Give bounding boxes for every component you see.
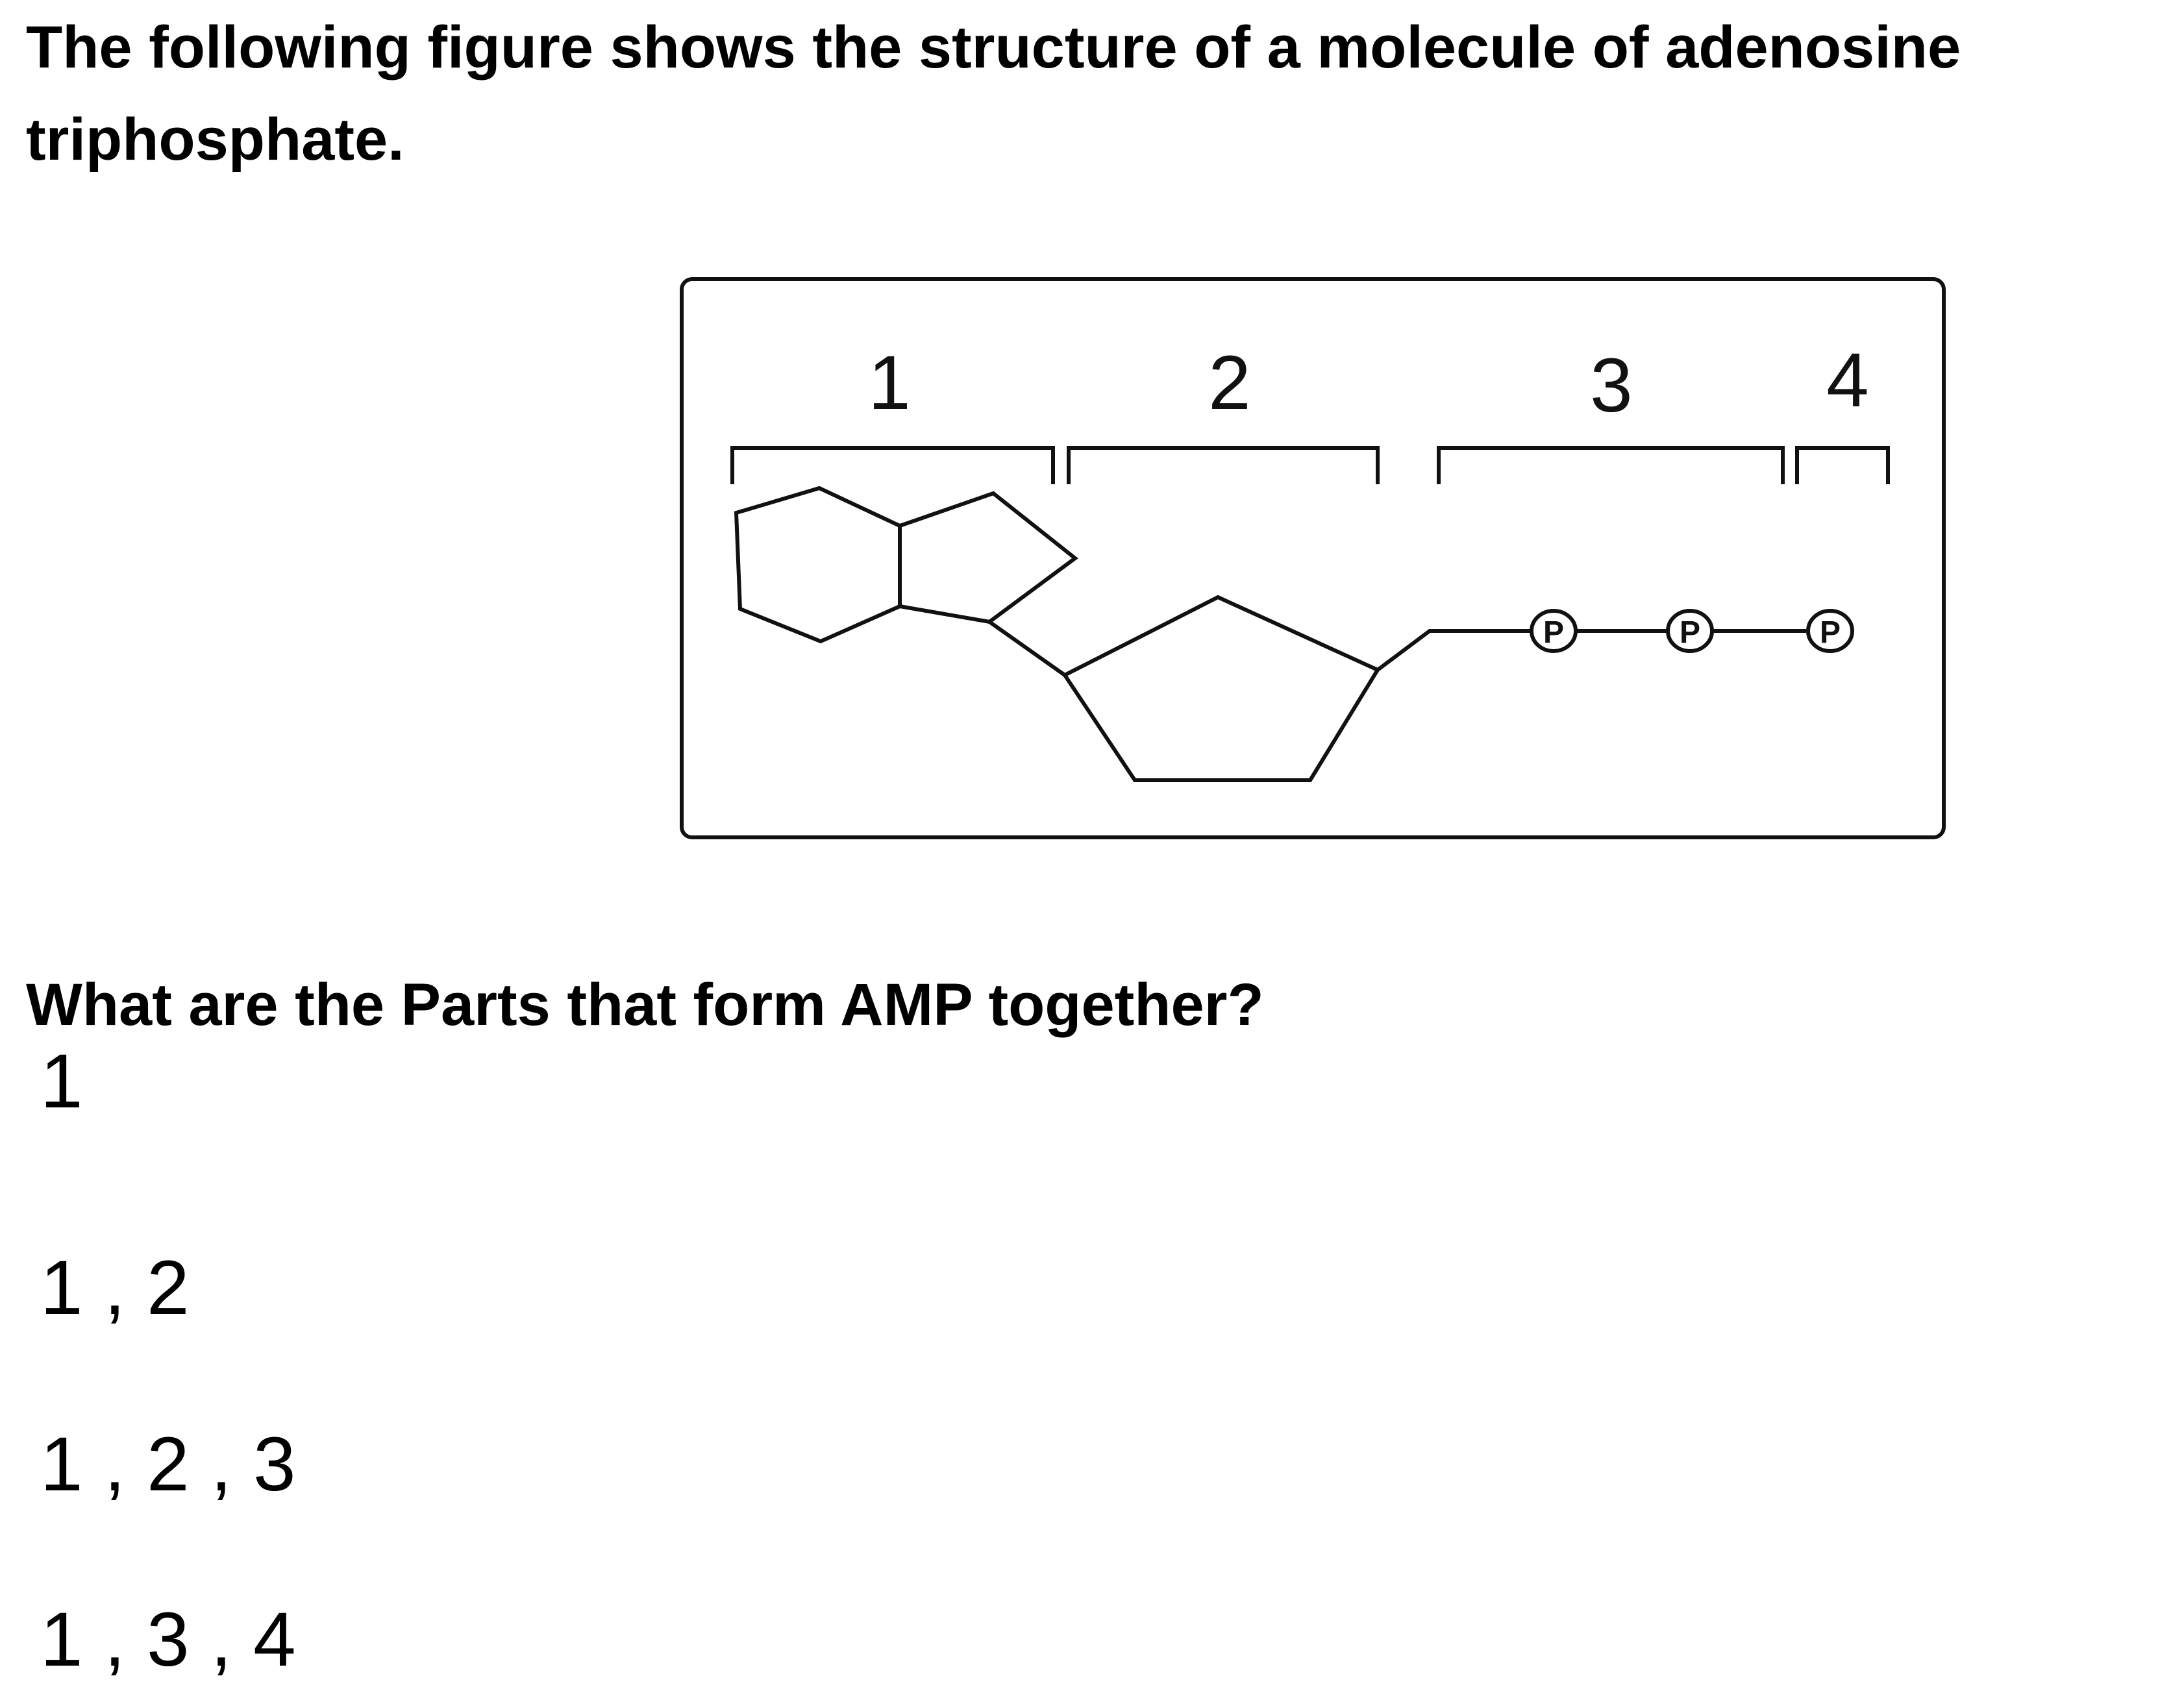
base-pentagon	[900, 493, 1075, 622]
phosphate-symbol-3: P	[1819, 615, 1841, 650]
answer-option-1[interactable]: 1	[40, 1039, 83, 1124]
phosphate-symbol-2: P	[1679, 615, 1701, 650]
part-label-3: 3	[1590, 343, 1633, 428]
bracket-part-1	[732, 448, 1053, 484]
sugar-pentagon	[1065, 597, 1378, 780]
atp-diagram-svg	[673, 277, 1953, 843]
part-label-1: 1	[868, 340, 911, 426]
phosphate-symbol-1: P	[1543, 615, 1565, 650]
answer-option-3[interactable]: 1 , 2 , 3	[40, 1422, 296, 1507]
sugar-phosphate-bond	[1378, 631, 1532, 670]
bracket-part-2	[1069, 448, 1378, 484]
bracket-part-4	[1797, 448, 1888, 484]
base-hexagon	[736, 488, 900, 641]
question-prompt: What are the Parts that form AMP together?	[26, 972, 1264, 1038]
answer-option-4[interactable]: 1 , 3 , 4	[40, 1597, 296, 1683]
answer-option-2[interactable]: 1 , 2	[40, 1245, 190, 1331]
atp-diagram	[673, 277, 1953, 843]
bracket-part-3	[1439, 448, 1783, 484]
question-intro: The following figure shows the structure of a molecule of adenosine triphosphate.	[26, 14, 1961, 173]
part-label-4: 4	[1826, 338, 1869, 423]
base-sugar-bond	[989, 622, 1065, 675]
part-label-2: 2	[1208, 340, 1251, 426]
